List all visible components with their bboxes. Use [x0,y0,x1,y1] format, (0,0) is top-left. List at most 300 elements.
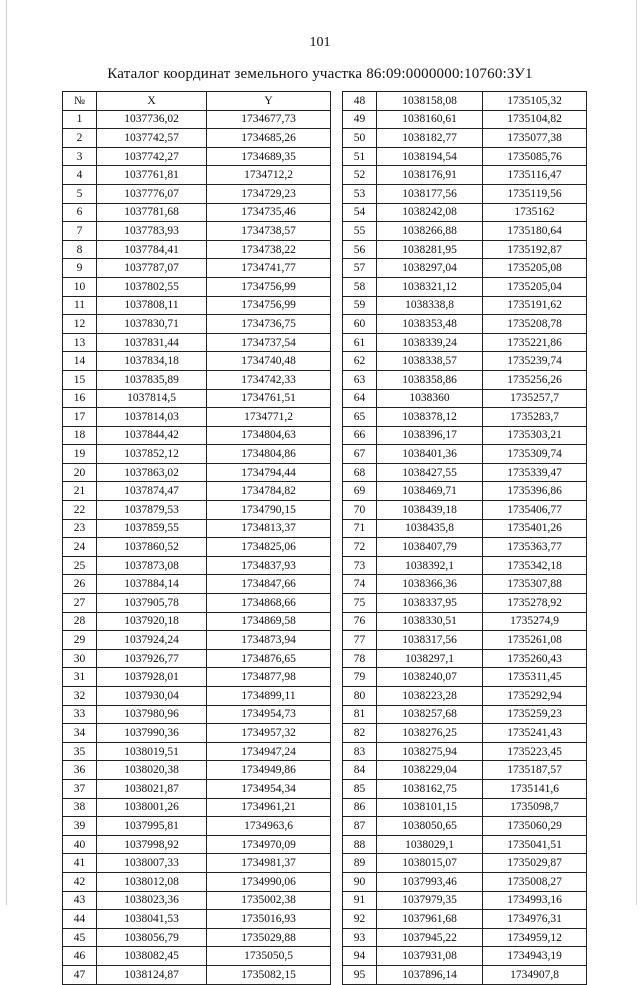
table-row [343,965,587,984]
y-coordinate: 1735309,74 [483,445,587,464]
point-number: 27 [63,594,97,613]
table-row [63,649,331,668]
y-coordinate: 1734736,75 [207,315,331,334]
y-coordinate: 1734873,94 [207,631,331,650]
x-coordinate: 1038297,04 [377,259,483,278]
y-coordinate: 1735205,08 [483,259,587,278]
y-coordinate: 1734685,26 [207,129,331,148]
x-coordinate: 1038177,56 [377,184,483,203]
point-number: 70 [343,501,377,520]
x-coordinate: 1037945,22 [377,928,483,947]
point-number: 48 [343,92,377,111]
table-row [63,575,331,594]
point-number: 29 [63,631,97,650]
x-coordinate: 1038015,07 [377,854,483,873]
table-row [343,482,587,501]
y-coordinate: 1734959,12 [483,928,587,947]
point-number: 35 [63,742,97,761]
table-row [343,240,587,259]
table-row [63,408,331,427]
point-number: 8 [63,240,97,259]
scan-edge-left [6,0,7,905]
point-number: 92 [343,910,377,929]
y-coordinate: 1735396,86 [483,482,587,501]
x-coordinate: 1037874,47 [97,482,207,501]
table-row [63,854,331,873]
table-row [343,835,587,854]
y-coordinate: 1734957,32 [207,724,331,743]
table-row [63,817,331,836]
table-header-row [63,92,331,111]
x-coordinate: 1037930,04 [97,687,207,706]
point-number: 32 [63,687,97,706]
table-row [343,352,587,371]
y-coordinate: 1735274,9 [483,612,587,631]
y-coordinate: 1735260,43 [483,649,587,668]
point-number: 33 [63,705,97,724]
x-coordinate: 1037980,96 [97,705,207,724]
x-coordinate: 1038330,51 [377,612,483,631]
y-coordinate: 1735363,77 [483,538,587,557]
x-coordinate: 1038158,08 [377,92,483,111]
table-row [63,631,331,650]
point-number: 61 [343,333,377,352]
x-coordinate: 1038176,91 [377,166,483,185]
point-number: 66 [343,426,377,445]
x-coordinate: 1038360 [377,389,483,408]
x-coordinate: 1038392,1 [377,556,483,575]
point-number: 75 [343,594,377,613]
point-number: 63 [343,370,377,389]
y-coordinate: 1735050,5 [207,947,331,966]
table-row [63,352,331,371]
point-number: 87 [343,817,377,836]
x-coordinate: 1037831,44 [97,333,207,352]
x-coordinate: 1037742,27 [97,147,207,166]
y-coordinate: 1735292,94 [483,687,587,706]
x-coordinate: 1038021,87 [97,779,207,798]
y-coordinate: 1734738,22 [207,240,331,259]
table-row [343,203,587,222]
y-coordinate: 1735342,18 [483,556,587,575]
y-coordinate: 1735208,78 [483,315,587,334]
table-row [343,296,587,315]
table-row [343,798,587,817]
point-number: 77 [343,631,377,650]
table-row [343,538,587,557]
y-coordinate: 1735239,74 [483,352,587,371]
x-coordinate: 1038358,86 [377,370,483,389]
table-row [63,779,331,798]
table-row [343,129,587,148]
y-coordinate: 1735060,29 [483,817,587,836]
y-coordinate: 1734790,15 [207,501,331,520]
x-coordinate: 1038223,28 [377,687,483,706]
table-row [343,445,587,464]
point-number: 80 [343,687,377,706]
x-coordinate: 1037783,93 [97,222,207,241]
point-number: 71 [343,519,377,538]
x-coordinate: 1037924,24 [97,631,207,650]
x-coordinate: 1037926,77 [97,649,207,668]
table-row [343,315,587,334]
y-coordinate: 1734735,46 [207,203,331,222]
point-number: 1 [63,110,97,129]
table-row [63,872,331,891]
point-number: 15 [63,370,97,389]
point-number: 88 [343,835,377,854]
x-coordinate: 1038317,56 [377,631,483,650]
header-y: Y [207,92,331,111]
table-row [343,222,587,241]
y-coordinate: 1734876,65 [207,649,331,668]
point-number: 56 [343,240,377,259]
point-number: 2 [63,129,97,148]
point-number: 85 [343,779,377,798]
point-number: 18 [63,426,97,445]
point-number: 60 [343,315,377,334]
x-coordinate: 1037835,89 [97,370,207,389]
point-number: 82 [343,724,377,743]
table-row [343,594,587,613]
table-row [343,854,587,873]
header-number: № [63,92,97,111]
y-coordinate: 1735002,38 [207,891,331,910]
table-row [63,129,331,148]
coordinates-table-left [62,91,331,985]
page-title: Каталог координат земельного участка 86:09:0000000:10760:ЗУ1 [107,66,533,82]
y-coordinate: 1734963,6 [207,817,331,836]
table-row [63,259,331,278]
table-row [343,687,587,706]
point-number: 6 [63,203,97,222]
point-number: 47 [63,965,97,984]
point-number: 13 [63,333,97,352]
x-coordinate: 1037814,03 [97,408,207,427]
y-coordinate: 1734899,11 [207,687,331,706]
point-number: 36 [63,761,97,780]
x-coordinate: 1038194,54 [377,147,483,166]
x-coordinate: 1038007,33 [97,854,207,873]
point-number: 84 [343,761,377,780]
point-number: 20 [63,463,97,482]
x-coordinate: 1038124,87 [97,965,207,984]
x-coordinate: 1037776,07 [97,184,207,203]
table-row [343,501,587,520]
y-coordinate: 1734961,21 [207,798,331,817]
x-coordinate: 1038338,57 [377,352,483,371]
point-number: 62 [343,352,377,371]
x-coordinate: 1037859,55 [97,519,207,538]
y-coordinate: 1735221,86 [483,333,587,352]
x-coordinate: 1038469,71 [377,482,483,501]
y-coordinate: 1734813,37 [207,519,331,538]
y-coordinate: 1735257,7 [483,389,587,408]
table-row [63,389,331,408]
point-number: 52 [343,166,377,185]
point-number: 10 [63,277,97,296]
point-number: 67 [343,445,377,464]
y-coordinate: 1734949,86 [207,761,331,780]
y-coordinate: 1735082,15 [207,965,331,984]
point-number: 51 [343,147,377,166]
table-row [343,779,587,798]
y-coordinate: 1735187,57 [483,761,587,780]
point-number: 91 [343,891,377,910]
x-coordinate: 1037863,02 [97,463,207,482]
table-row [343,184,587,203]
x-coordinate: 1038378,12 [377,408,483,427]
table-row [343,370,587,389]
y-coordinate: 1734756,99 [207,296,331,315]
x-coordinate: 1038101,15 [377,798,483,817]
table-row [63,166,331,185]
x-coordinate: 1038012,08 [97,872,207,891]
x-coordinate: 1038337,95 [377,594,483,613]
point-number: 59 [343,296,377,315]
x-coordinate: 1037808,11 [97,296,207,315]
point-number: 93 [343,928,377,947]
coordinates-table-right [342,91,587,985]
x-coordinate: 1037802,55 [97,277,207,296]
x-coordinate: 1037787,07 [97,259,207,278]
point-number: 45 [63,928,97,947]
x-coordinate: 1038439,18 [377,501,483,520]
page-number: 101 [309,35,331,50]
x-coordinate: 1037852,12 [97,445,207,464]
y-coordinate: 1735278,92 [483,594,587,613]
table-row [343,575,587,594]
point-number: 83 [343,742,377,761]
x-coordinate: 1037860,52 [97,538,207,557]
point-number: 94 [343,947,377,966]
x-coordinate: 1038407,79 [377,538,483,557]
table-row [63,315,331,334]
x-coordinate: 1038275,94 [377,742,483,761]
point-number: 76 [343,612,377,631]
x-coordinate: 1038041,53 [97,910,207,929]
table-row [63,184,331,203]
y-coordinate: 1734712,2 [207,166,331,185]
y-coordinate: 1734742,33 [207,370,331,389]
point-number: 28 [63,612,97,631]
table-row [63,463,331,482]
x-coordinate: 1037844,42 [97,426,207,445]
point-number: 25 [63,556,97,575]
table-row [63,798,331,817]
table-row [63,761,331,780]
y-coordinate: 1735077,38 [483,129,587,148]
x-coordinate: 1037873,08 [97,556,207,575]
table-row [63,965,331,984]
table-row [63,891,331,910]
table-row [63,277,331,296]
y-coordinate: 1735085,76 [483,147,587,166]
x-coordinate: 1037884,14 [97,575,207,594]
table-row [343,556,587,575]
table-row [63,370,331,389]
point-number: 90 [343,872,377,891]
x-coordinate: 1038353,48 [377,315,483,334]
x-coordinate: 1037931,08 [377,947,483,966]
point-number: 30 [63,649,97,668]
y-coordinate: 1734976,31 [483,910,587,929]
y-coordinate: 1734689,35 [207,147,331,166]
table-row [63,110,331,129]
y-coordinate: 1734771,2 [207,408,331,427]
table-row [343,872,587,891]
table-row [63,482,331,501]
table-row [63,240,331,259]
point-number: 31 [63,668,97,687]
y-coordinate: 1734738,57 [207,222,331,241]
x-coordinate: 1037896,14 [377,965,483,984]
x-coordinate: 1037879,53 [97,501,207,520]
table-row [63,501,331,520]
point-number: 38 [63,798,97,817]
point-number: 46 [63,947,97,966]
table-row [63,519,331,538]
table-row [343,761,587,780]
y-coordinate: 1734729,23 [207,184,331,203]
y-coordinate: 1734990,06 [207,872,331,891]
point-number: 41 [63,854,97,873]
x-coordinate: 1038020,38 [97,761,207,780]
y-coordinate: 1734804,86 [207,445,331,464]
y-coordinate: 1735162 [483,203,587,222]
y-coordinate: 1734677,73 [207,110,331,129]
table-row [343,817,587,836]
point-number: 21 [63,482,97,501]
y-coordinate: 1735241,43 [483,724,587,743]
y-coordinate: 1735401,26 [483,519,587,538]
table-row [343,668,587,687]
point-number: 22 [63,501,97,520]
point-number: 5 [63,184,97,203]
x-coordinate: 1038056,79 [97,928,207,947]
y-coordinate: 1735180,64 [483,222,587,241]
point-number: 24 [63,538,97,557]
point-number: 49 [343,110,377,129]
y-coordinate: 1735104,82 [483,110,587,129]
y-coordinate: 1734981,37 [207,854,331,873]
x-coordinate: 1038182,77 [377,129,483,148]
x-coordinate: 1038257,68 [377,705,483,724]
y-coordinate: 1735105,32 [483,92,587,111]
point-number: 42 [63,872,97,891]
y-coordinate: 1734837,93 [207,556,331,575]
x-coordinate: 1037834,18 [97,352,207,371]
y-coordinate: 1735307,88 [483,575,587,594]
point-number: 3 [63,147,97,166]
x-coordinate: 1038366,36 [377,575,483,594]
table-row [343,408,587,427]
y-coordinate: 1734740,48 [207,352,331,371]
y-coordinate: 1734737,54 [207,333,331,352]
table-row [63,705,331,724]
y-coordinate: 1735406,77 [483,501,587,520]
table-row [343,463,587,482]
table-row [343,649,587,668]
x-coordinate: 1038162,75 [377,779,483,798]
y-coordinate: 1734947,24 [207,742,331,761]
y-coordinate: 1735223,45 [483,742,587,761]
x-coordinate: 1038401,36 [377,445,483,464]
y-coordinate: 1734868,66 [207,594,331,613]
y-coordinate: 1734847,66 [207,575,331,594]
y-coordinate: 1734907,8 [483,965,587,984]
table-row [63,203,331,222]
table-row [63,556,331,575]
x-coordinate: 1038229,04 [377,761,483,780]
y-coordinate: 1735141,6 [483,779,587,798]
table-row [63,928,331,947]
point-number: 72 [343,538,377,557]
point-number: 78 [343,649,377,668]
table-row [343,631,587,650]
x-coordinate: 1038240,07 [377,668,483,687]
table-row [343,947,587,966]
table-row [63,668,331,687]
x-coordinate: 1038266,88 [377,222,483,241]
point-number: 79 [343,668,377,687]
x-coordinate: 1037736,02 [97,110,207,129]
x-coordinate: 1037920,18 [97,612,207,631]
point-number: 86 [343,798,377,817]
y-coordinate: 1734954,34 [207,779,331,798]
y-coordinate: 1735303,21 [483,426,587,445]
y-coordinate: 1735119,56 [483,184,587,203]
table-row [63,147,331,166]
point-number: 11 [63,296,97,315]
table-row [343,742,587,761]
x-coordinate: 1037998,92 [97,835,207,854]
y-coordinate: 1735261,08 [483,631,587,650]
table-row [63,724,331,743]
y-coordinate: 1734761,51 [207,389,331,408]
y-coordinate: 1734825,06 [207,538,331,557]
table-row [63,594,331,613]
table-row [343,110,587,129]
table-row [63,538,331,557]
point-number: 39 [63,817,97,836]
y-coordinate: 1734877,98 [207,668,331,687]
x-coordinate: 1038338,8 [377,296,483,315]
y-coordinate: 1735016,93 [207,910,331,929]
x-coordinate: 1038321,12 [377,277,483,296]
point-number: 64 [343,389,377,408]
table-row [343,910,587,929]
y-coordinate: 1734794,44 [207,463,331,482]
point-number: 69 [343,482,377,501]
y-coordinate: 1735116,47 [483,166,587,185]
point-number: 26 [63,575,97,594]
point-number: 81 [343,705,377,724]
table-row [63,612,331,631]
point-number: 95 [343,965,377,984]
x-coordinate: 1037995,81 [97,817,207,836]
table-row [343,389,587,408]
point-number: 40 [63,835,97,854]
x-coordinate: 1037993,46 [377,872,483,891]
table-row [63,222,331,241]
y-coordinate: 1735205,04 [483,277,587,296]
point-number: 54 [343,203,377,222]
point-number: 16 [63,389,97,408]
y-coordinate: 1735029,88 [207,928,331,947]
y-coordinate: 1735339,47 [483,463,587,482]
y-coordinate: 1734954,73 [207,705,331,724]
